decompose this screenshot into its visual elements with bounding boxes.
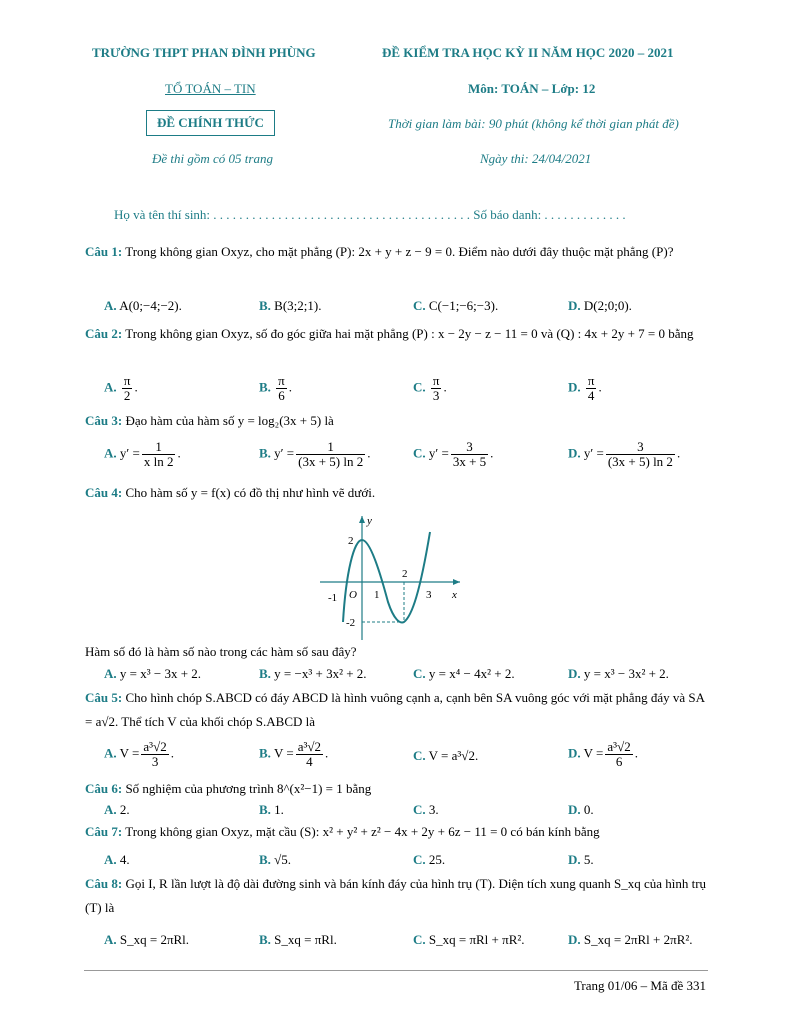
question-1 — [85, 240, 707, 264]
option-a[interactable]: A. $\frac{\pi}{2}$ . — [104, 373, 138, 403]
question-label: Câu 4: — [85, 485, 123, 500]
tick-x2: 2 — [402, 568, 408, 580]
function-graph — [316, 512, 466, 642]
question-4 — [85, 481, 707, 505]
tick-x1: 1 — [374, 589, 380, 601]
question-text: Cho hàm số y = f(x) có đồ thị như hình vẽ dưới. — [125, 485, 376, 500]
option-c[interactable]: C. V = a³√2. — [413, 748, 479, 763]
question-label: Câu 2: — [85, 326, 123, 341]
footer-divider — [84, 970, 708, 971]
option-text: A(0;−4;−2). — [119, 298, 182, 313]
option-b[interactable]: B. y′ = $\frac{1}{(3x + 5) \ln 2}$ . — [259, 439, 371, 469]
option-a[interactable]: A. S_xq = 2πRl. — [104, 932, 190, 947]
y-axis-arrow — [359, 516, 365, 523]
option-d[interactable]: D. y′ = $\frac{3}{(3x + 5) \ln 2}$ . — [568, 439, 681, 469]
option-d[interactable]: D. S_xq = 2πRl + 2πR². — [568, 932, 693, 947]
x-axis-arrow — [453, 579, 460, 585]
question-5 — [85, 686, 707, 734]
option-text: 4. — [119, 852, 130, 867]
exam-date: Ngày thi: 24/04/2021 — [480, 151, 592, 166]
option-text: y = −x³ + 3x² + 2. — [274, 666, 367, 681]
cubic-curve — [343, 532, 430, 622]
option-d[interactable]: D. 0. — [568, 802, 594, 817]
question-label: Câu 8: — [85, 876, 123, 891]
option-text: y = x³ − 3x + 2. — [119, 666, 202, 681]
option-a[interactable]: A. y′ = $\frac{1}{\text{x ln 2}}$ . — [104, 439, 181, 469]
option-d[interactable]: D. V = $\frac{\text{a³√2}}{6}$ . — [568, 739, 638, 769]
option-text: S_xq = πRl. — [274, 932, 337, 947]
question-2 — [85, 322, 707, 346]
option-c[interactable]: C. 25. — [413, 852, 446, 867]
question-label: Câu 7: — [85, 824, 123, 839]
option-text: S_xq = πRl + πR². — [428, 932, 525, 947]
student-info-line: Họ và tên thí sinh: . . . . . . . . . . . . . . . . . . . . . . . . . . . . . . . . . . . . . . . . Số báo danh: . . . . . . . . . . . . . — [114, 207, 626, 222]
question-label: Câu 3: — [85, 413, 123, 428]
option-text: C(−1;−6;−3). — [428, 298, 499, 313]
exam-time: Thời gian làm bài: 90 phút (không kể thời gian phát đề) — [388, 116, 679, 131]
option-text: D(2;0;0). — [583, 298, 632, 313]
question-label: Câu 6: — [85, 781, 123, 796]
option-text: 2. — [119, 802, 130, 817]
question-label: Câu 5: — [85, 690, 123, 705]
option-c[interactable]: C. 3. — [413, 802, 439, 817]
question-text: Cho hình chóp S.ABCD có đáy ABCD là hình vuông cạnh a, cạnh bên SA vuông góc với mặt phẳng đáy và SA = a√2. Thể tích V của khối chóp S.ABCD là — [85, 690, 705, 729]
subject: Môn: TOÁN – Lớp: 12 — [468, 81, 596, 96]
option-d[interactable]: D. D(2;0;0). — [568, 298, 632, 313]
option-text: S_xq = 2πRl + 2πR². — [583, 932, 693, 947]
option-c[interactable]: C. $\frac{\pi}{3}$ . — [413, 373, 447, 403]
option-a[interactable]: A. V = $\frac{\text{a³√2}}{3}$ . — [104, 739, 174, 769]
option-text: y = x⁴ − 4x² + 2. — [428, 666, 515, 681]
option-a[interactable]: A. 4. — [104, 852, 130, 867]
question-text: Gọi I, R lần lượt là độ dài đường sinh và bán kính đáy của hình trụ (T). Diện tích xung quanh S_xq của hình trụ (T) là — [85, 876, 707, 915]
option-b[interactable]: B. y = −x³ + 3x² + 2. — [259, 666, 367, 681]
question-8 — [85, 872, 707, 920]
y-axis-label: y — [367, 515, 372, 527]
option-text: y = x³ − 3x² + 2. — [583, 666, 669, 681]
option-b[interactable]: B. 1. — [259, 802, 284, 817]
option-b[interactable]: B. B(3;2;1). — [259, 298, 322, 313]
option-text: 5. — [583, 852, 594, 867]
option-text: 3. — [428, 802, 439, 817]
official-badge: ĐỀ CHÍNH THỨC — [146, 110, 275, 136]
question-3 — [85, 409, 707, 433]
tick-x3: 3 — [426, 589, 432, 601]
option-text: 1. — [274, 802, 284, 817]
option-b[interactable]: B. √5. — [259, 852, 292, 867]
option-b[interactable]: B. $\frac{\pi}{6}$ . — [259, 373, 292, 403]
option-text: 25. — [428, 852, 446, 867]
option-c[interactable]: C. y = x⁴ − 4x² + 2. — [413, 666, 515, 681]
option-c[interactable]: C. y′ = $\frac{3}{3x + 5}$ . — [413, 439, 494, 469]
question-text: Trong không gian Oxyz, mặt cầu (S): x² + y² + z² − 4x + 2y + 6z − 11 = 0 có bán kính bằng — [125, 824, 600, 839]
page-footer: Trang 01/06 – Mã đề 331 — [573, 978, 706, 993]
question-text: Trong không gian Oxyz, số đo góc giữa hai mặt phẳng (P) : x − 2y − z − 11 = 0 và (Q) : 4x + 2y + 7 = 0 bằng — [125, 326, 694, 341]
option-d[interactable]: D. 5. — [568, 852, 594, 867]
option-b[interactable]: B. S_xq = πRl. — [259, 932, 337, 947]
options-2 — [104, 374, 724, 404]
school-name: TRƯỜNG THPT PHAN ĐÌNH PHÙNG — [92, 45, 316, 60]
option-d[interactable]: D. $\frac{\pi}{4}$ . — [568, 373, 602, 403]
department: TỔ TOÁN – TIN — [165, 81, 256, 96]
question-label: Câu 1: — [85, 244, 123, 259]
question-7 — [85, 820, 707, 844]
question-6 — [85, 777, 707, 801]
option-text: 0. — [583, 802, 594, 817]
option-a[interactable]: A. y = x³ − 3x + 2. — [104, 666, 202, 681]
tick-x-neg1: -1 — [328, 592, 338, 604]
options-3 — [104, 440, 724, 470]
question-text: Đạo hàm của hàm số y = log₂(3x + 5) là — [125, 413, 334, 428]
option-d[interactable]: D. y = x³ − 3x² + 2. — [568, 666, 669, 681]
option-c[interactable]: C. S_xq = πRl + πR². — [413, 932, 525, 947]
option-a[interactable]: A. A(0;−4;−2). — [104, 298, 182, 313]
option-b[interactable]: B. V = $\frac{\text{a³√2}}{4}$ . — [259, 739, 329, 769]
option-text: B(3;2;1). — [274, 298, 322, 313]
question-4-followup — [85, 640, 707, 664]
option-a[interactable]: A. 2. — [104, 802, 130, 817]
question-text: Hàm số đó là hàm số nào trong các hàm số sau đây? — [85, 644, 357, 659]
options-8 — [104, 932, 724, 962]
origin-label: O — [349, 589, 357, 601]
option-c[interactable]: C. C(−1;−6;−3). — [413, 298, 499, 313]
options-5 — [104, 740, 724, 770]
tick-y2: 2 — [348, 535, 354, 547]
option-text: S_xq = 2πRl. — [119, 932, 190, 947]
option-text: V = a³√2. — [428, 748, 479, 763]
option-text: √5. — [274, 852, 292, 867]
question-text: Số nghiệm của phương trình 8^(x²−1) = 1 bằng — [125, 781, 372, 796]
question-text: Trong không gian Oxyz, cho mặt phẳng (P): 2x + y + z − 9 = 0. Điểm nào dưới đây thuộc mặt phẳng (P)? — [125, 244, 674, 259]
x-axis-label: x — [452, 589, 457, 601]
page-count: Đề thi gồm có 05 trang — [152, 151, 273, 166]
tick-y-neg2: -2 — [346, 617, 356, 629]
exam-title: ĐỀ KIỂM TRA HỌC KỲ II NĂM HỌC 2020 – 2021 — [382, 45, 674, 60]
